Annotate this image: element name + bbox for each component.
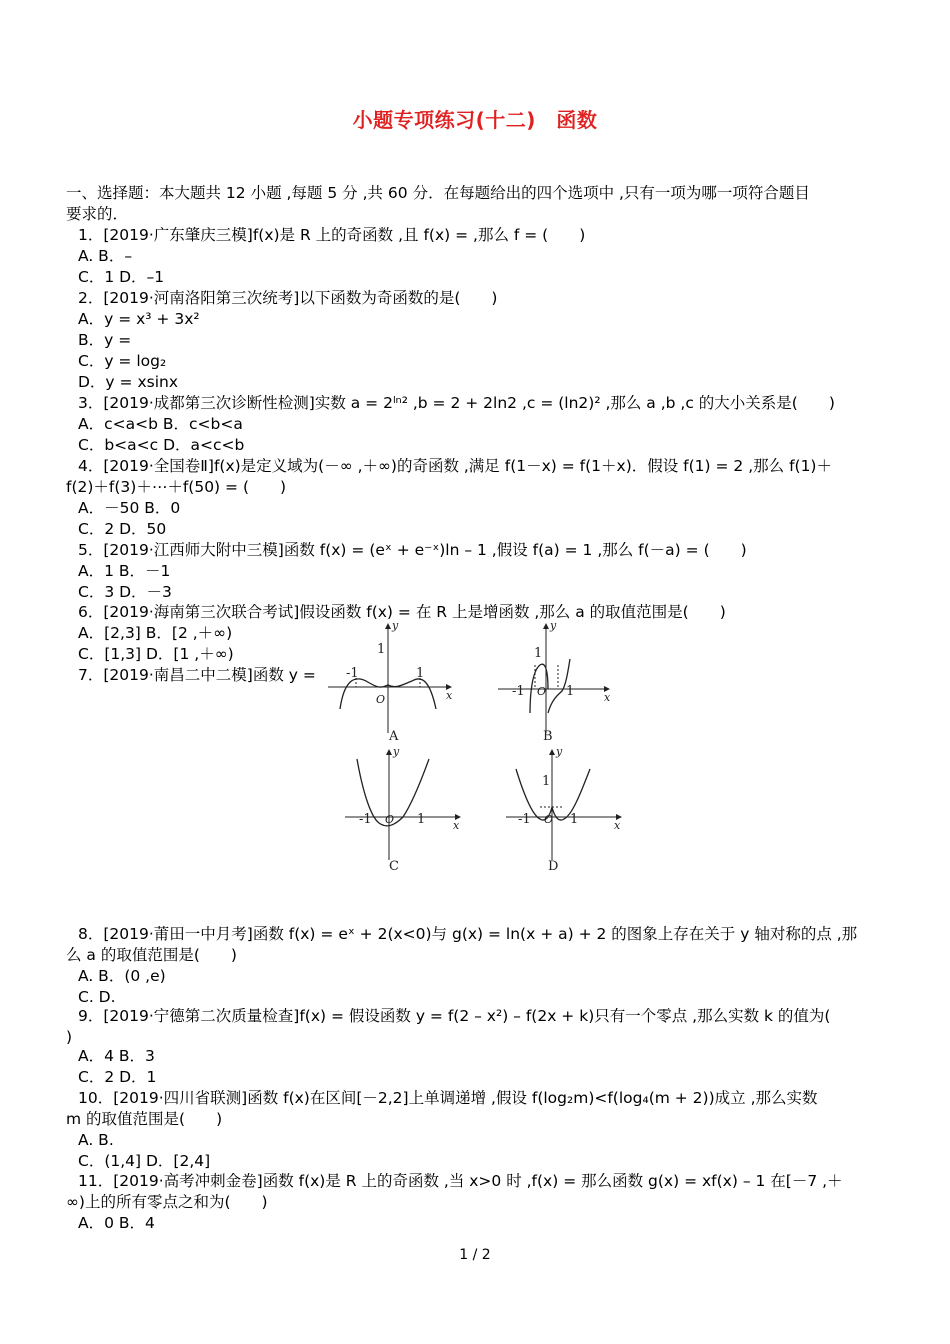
graph-d-origin: O — [544, 813, 554, 826]
graph-b-y-tick-1: 1 — [534, 646, 543, 661]
question-7: 7．[2019·南昌二中二模]函数 y = — [78, 666, 316, 684]
graph-a-y-tick-1: 1 — [377, 642, 386, 657]
question-11-options-ab: A．0 B．4 — [78, 1214, 155, 1232]
graph-d-tick-pos: 1 — [570, 812, 579, 827]
graph-a-tick-pos: 1 — [416, 666, 425, 681]
question-4-continued: f(2)＋f(3)＋⋯＋f(50) = ( ) — [66, 478, 287, 496]
graph-b-origin: O — [537, 685, 547, 698]
graph-a-y-axis-label: y — [392, 619, 399, 632]
question-1-options-ab: A. B．– — [78, 247, 133, 265]
graph-c-tick-pos: 1 — [417, 812, 426, 827]
question-8: 8．[2019·莆田一中月考]函数 f(x) = eˣ + 2(x<0)与 g(x) = ln(x + a) + 2 的图象上存在关于 y 轴对称的点 ,那 — [78, 925, 858, 943]
question-3-options-ab: A．c<a<b B．c<b<a — [78, 415, 243, 433]
graph-a-caption: A — [389, 729, 399, 744]
question-11: 11．[2019·高考冲刺金卷]函数 f(x)是 R 上的奇函数 ,当 x>0 时 ,f(x) = 那么函数 g(x) = xf(x) – 1 在[－7 ,＋ — [78, 1172, 843, 1190]
page-number: 1 / 2 — [459, 1247, 491, 1263]
graph-option-c — [335, 745, 470, 875]
question-10-options-ab: A. B. — [78, 1131, 114, 1149]
section-intro-line-1: 一、选择题：本大题共 12 小题 ,每题 5 分 ,共 60 分．在每题给出的四个选项中 ,只有一项为哪一项符合题目 — [66, 184, 810, 202]
graph-d-x-axis-label: x — [614, 819, 621, 832]
question-8-options-ab: A. B．(0 ,e) — [78, 967, 166, 985]
question-9-continued: ) — [66, 1028, 73, 1046]
graph-a-x-axis-label: x — [446, 689, 453, 702]
graph-c-caption: C — [389, 859, 399, 874]
question-6-options-cd: C．[1,3] D．[1 ,＋∞) — [78, 645, 234, 663]
graph-d-y-axis-label: y — [556, 745, 563, 758]
graph-option-a — [318, 615, 468, 745]
question-10-options-cd: C．(1,4] D．[2,4] — [78, 1152, 211, 1170]
question-9: 9．[2019·宁德第二次质量检查]f(x) = 假设函数 y = f(2 – x²) – f(2x + k)只有一个零点 ,那么实数 k 的值为( — [78, 1007, 831, 1025]
question-8-options-cd: C. D. — [78, 988, 116, 1006]
question-10-continued: m 的取值范围是( ) — [66, 1110, 223, 1128]
question-8-continued: 么 a 的取值范围是( ) — [66, 946, 237, 964]
question-2-option-a: A．y = x³ + 3x² — [78, 310, 200, 328]
graph-d-tick-neg: -1 — [518, 812, 531, 827]
question-4-options-cd: C．2 D．50 — [78, 520, 167, 538]
question-10: 10．[2019·四川省联测]函数 f(x)在区间[－2,2]上单调递增 ,假设 f(log₂m)<f(log₄(m + 2))成立 ,那么实数 — [78, 1089, 818, 1107]
question-2-option-c: C．y = log₂ — [78, 352, 167, 370]
question-2-option-b: B．y = — [78, 331, 132, 349]
question-5-options-cd: C．3 D．－3 — [78, 583, 172, 601]
question-3: 3．[2019·成都第三次诊断性检测]实数 a = 2ˡⁿ² ,b = 2 + 2ln2 ,c = (ln2)² ,那么 a ,b ,c 的大小关系是( ) — [78, 394, 835, 412]
graph-c-origin: O — [385, 813, 395, 826]
question-9-options-ab: A．4 B．3 — [78, 1047, 155, 1065]
graph-c-y-axis-label: y — [393, 745, 400, 758]
graph-b-tick-pos: 1 — [566, 684, 575, 699]
graph-b-tick-neg: -1 — [512, 684, 525, 699]
question-11-continued: ∞)上的所有零点之和为( ) — [66, 1193, 268, 1211]
question-5: 5．[2019·江西师大附中三模]函数 f(x) = (eˣ + e⁻ˣ)ln – 1 ,假设 f(a) = 1 ,那么 f(－a) = ( ) — [78, 541, 747, 559]
question-6: 6．[2019·海南第三次联合考试]假设函数 f(x) = 在 R 上是增函数 ,那么 a 的取值范围是( ) — [78, 603, 726, 621]
question-4-options-ab: A．－50 B．0 — [78, 499, 181, 517]
graph-option-b — [490, 615, 620, 745]
section-intro-line-2: 要求的． — [66, 205, 129, 223]
graph-b-caption: B — [543, 729, 553, 744]
graph-d-caption: D — [548, 859, 559, 874]
graph-option-d — [496, 745, 631, 875]
graph-d-y-tick-1: 1 — [542, 774, 551, 789]
graph-c-x-axis-label: x — [453, 819, 460, 832]
graph-a-origin: O — [376, 693, 386, 706]
question-5-options-ab: A．1 B．－1 — [78, 562, 171, 580]
question-1-options-cd: C．1 D．–1 — [78, 268, 165, 286]
question-1: 1．[2019·广东肇庆三模]f(x)是 R 上的奇函数 ,且 f(x) = ,那么 f = ( ) — [78, 226, 586, 244]
question-4: 4．[2019·全国卷Ⅱ]f(x)是定义域为(－∞ ,＋∞)的奇函数 ,满足 f(1－x) = f(1＋x)．假设 f(1) = 2 ,那么 f(1)＋ — [78, 457, 832, 475]
graph-a-tick-neg: -1 — [346, 666, 359, 681]
question-2-option-d: D．y = xsinx — [78, 373, 179, 391]
question-3-options-cd: C．b<a<c D．a<c<b — [78, 436, 245, 454]
question-9-options-cd: C．2 D．1 — [78, 1068, 157, 1086]
graph-b-y-axis-label: y — [550, 619, 557, 632]
graph-b-x-axis-label: x — [604, 691, 611, 704]
page-title: 小题专项练习(十二) 函数 — [352, 108, 598, 132]
graph-c-tick-neg: -1 — [359, 812, 372, 827]
question-2: 2．[2019·河南洛阳第三次统考]以下函数为奇函数的是( ) — [78, 289, 498, 307]
question-6-options-ab: A．[2,3] B．[2 ,＋∞) — [78, 624, 233, 642]
